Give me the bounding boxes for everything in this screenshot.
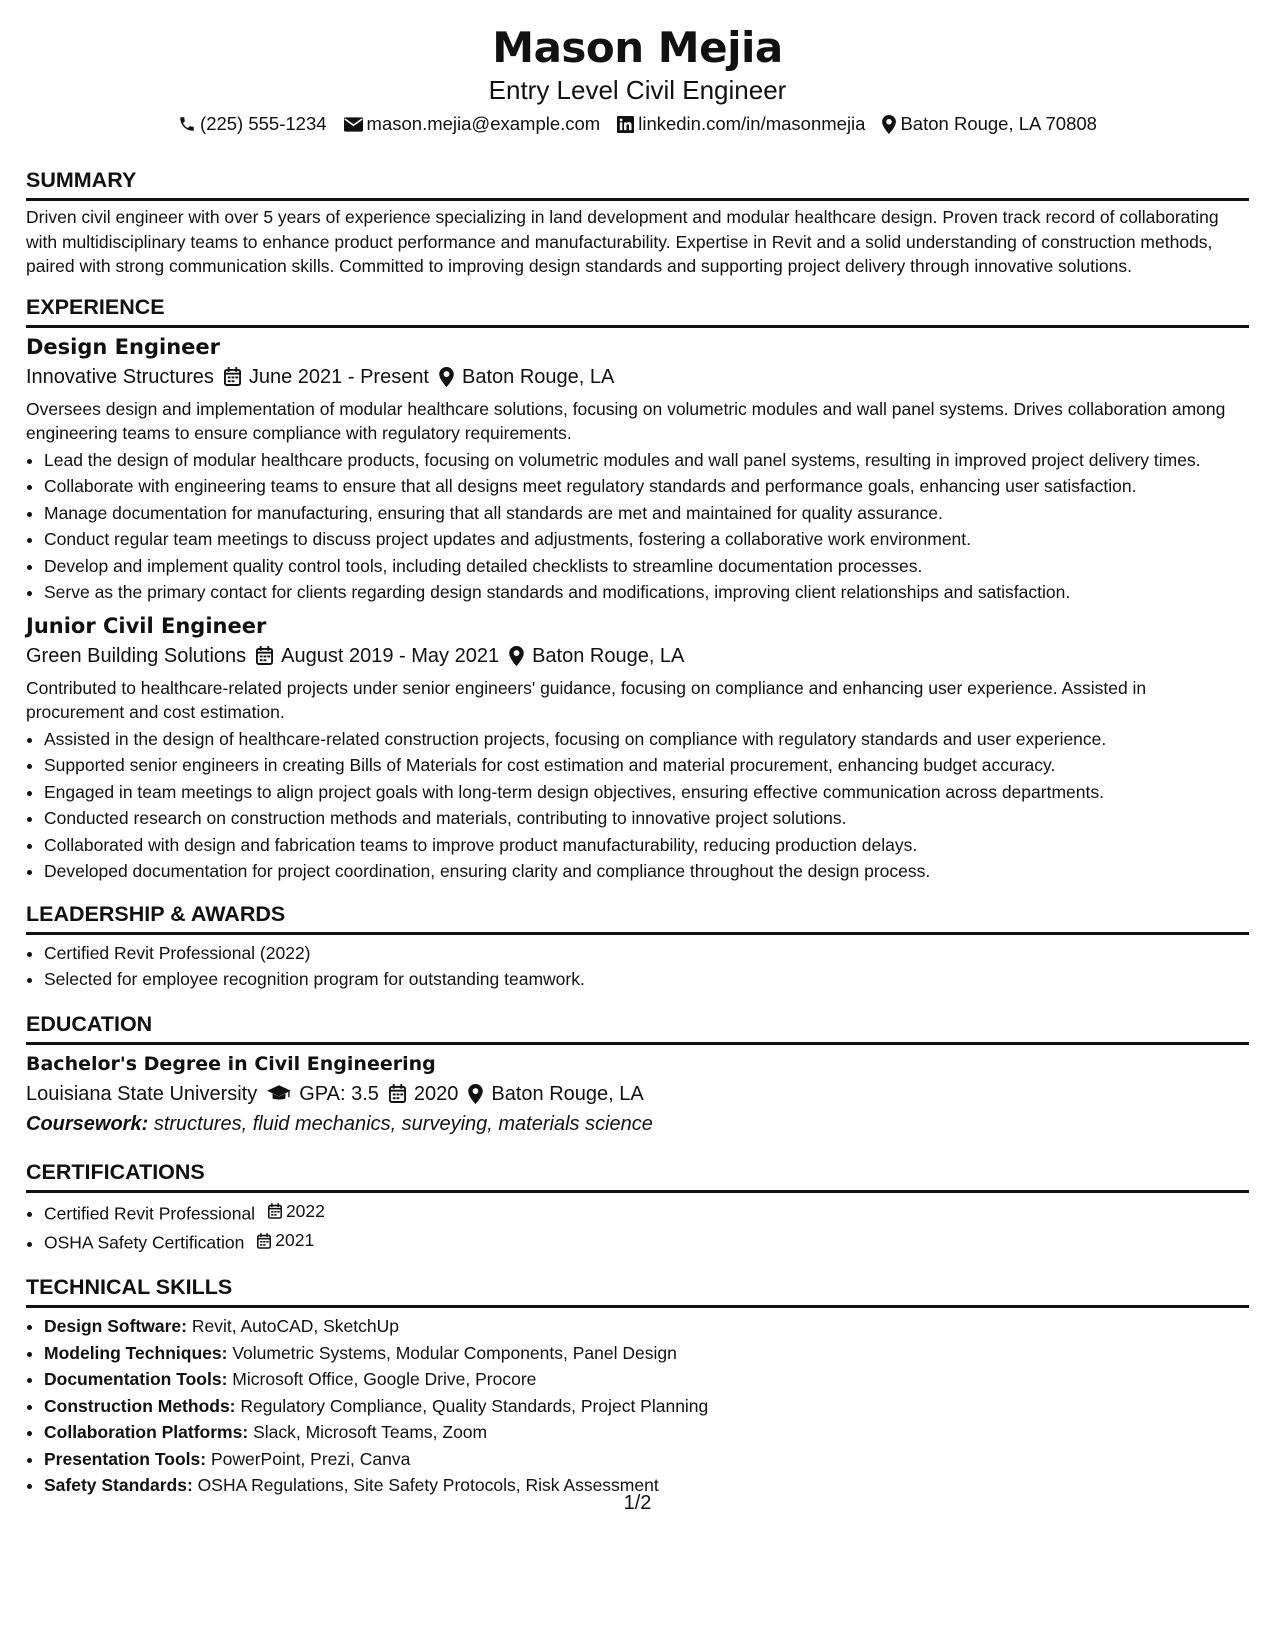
skill-label: Construction Methods:: [44, 1395, 236, 1416]
skill-value: Regulatory Compliance, Quality Standards, Project Planning: [240, 1395, 709, 1416]
phone-icon: [178, 115, 196, 133]
list-item: • Collaborated with design and fabrication teams to improve product manufacturability, reducing production delays.: [44, 833, 1249, 858]
candidate-headline: Entry Level Civil Engineer: [488, 75, 787, 105]
calendar-icon: [257, 1233, 271, 1249]
skill-label: Documentation Tools:: [44, 1369, 228, 1389]
section-title-education: EDUCATION: [26, 1010, 1249, 1045]
skill-value: Volumetric Systems, Modular Components, Panel Design: [232, 1342, 677, 1363]
job-meta: [26, 363, 1249, 391]
list-item: • Develop and implement quality control tools, including detailed checklists to streamline documentation processes.: [44, 554, 1249, 579]
job-title: Design Engineer: [26, 334, 220, 359]
contact-email[interactable]: [344, 112, 601, 136]
location-text: Baton Rouge, LA 70808: [900, 113, 1097, 134]
job-bullets: [26, 727, 1249, 884]
job-summary: Oversees design and implementation of modular healthcare solutions, focusing on volumetric modules and wall panel systems. Drives collaboration among engineering teams to ensure compliance with regulatory requirements.: [26, 398, 1226, 443]
job-dates: August 2019 - May 2021: [281, 644, 500, 667]
contact-location: [882, 112, 1096, 136]
experience-section: [26, 293, 1249, 884]
job-dates: June 2021 - Present: [248, 365, 429, 388]
linkedin-text: linkedin.com/in/masonmejia: [638, 113, 866, 134]
leadership-section: [26, 900, 1249, 992]
map-pin-icon: [882, 115, 896, 134]
calendar-icon: [268, 1203, 282, 1219]
skill-value: Revit, AutoCAD, SketchUp: [191, 1316, 399, 1336]
list-item: • Supported senior engineers in creating Bills of Materials for cost estimation and material procurement, enhancing budget accuracy.: [44, 753, 1249, 778]
list-item: • Conducted research on construction methods and materials, contributing to innovative project solutions.: [44, 806, 1249, 831]
section-title-certifications: CERTIFICATIONS: [26, 1158, 1249, 1193]
list-item: [44, 1199, 1249, 1226]
skill-label: Design Software:: [44, 1316, 187, 1336]
list-item: [44, 1228, 1249, 1255]
phone-text: (225) 555-1234: [200, 113, 327, 134]
education-meta: [26, 1080, 1249, 1108]
list-item: • Engaged in team meetings to align project goals with long-term design objectives, ensuring effective communication across departments.: [44, 780, 1249, 805]
coursework-text: structures, fluid mechanics, surveying, materials science: [153, 1112, 653, 1135]
gpa-text: GPA: 3.5: [299, 1082, 379, 1105]
cert-year: 2021: [275, 1230, 315, 1251]
summary-text: Driven civil engineer with over 5 years of experience specializing in land development and modular healthcare design. Proven track record of collaborating with multidisciplinary teams to enhance product performance and manufacturability. Expertise in Revit and a solid understanding of construction methods, paired with strong communication skills. Committed to improving design standards and supporting project delivery through innovative solutions.: [26, 207, 1219, 276]
job-title: Junior Civil Engineer: [26, 613, 267, 638]
page-number: 1/2: [623, 1492, 652, 1514]
list-item: [44, 1420, 1249, 1445]
job-meta: [26, 642, 1249, 670]
certifications-list: [26, 1199, 1249, 1256]
map-pin-icon: [468, 1084, 483, 1104]
skill-label: Presentation Tools:: [44, 1448, 207, 1469]
calendar-icon: [389, 1084, 406, 1103]
section-title-summary: SUMMARY: [26, 166, 1249, 201]
email-text: mason.mejia@example.com: [366, 113, 601, 134]
skill-value: Slack, Microsoft Teams, Zoom: [253, 1422, 488, 1442]
job-entry: [26, 613, 1249, 884]
leadership-list: [26, 941, 1249, 992]
list-item: [44, 1314, 1249, 1339]
list-item: • Assisted in the design of healthcare-related construction projects, focusing on compliance with regulatory standards and user experience.: [44, 727, 1249, 752]
degree-title: Bachelor's Degree in Civil Engineering: [26, 1052, 436, 1075]
job-location: Baton Rouge, LA: [532, 644, 685, 667]
education-section: [26, 1010, 1249, 1138]
graduation-year: 2020: [413, 1082, 459, 1105]
school-name: Louisiana State University: [26, 1082, 258, 1105]
cert-year: 2022: [285, 1200, 325, 1221]
job-company: Green Building Solutions: [26, 644, 247, 667]
list-item: • Certified Revit Professional (2022): [44, 941, 1249, 966]
section-title-leadership: LEADERSHIP & AWARDS: [26, 900, 1249, 935]
section-title-experience: EXPERIENCE: [26, 293, 1249, 328]
list-item: [44, 1367, 1249, 1392]
job-bullets: [26, 448, 1249, 605]
job-location: Baton Rouge, LA: [462, 365, 615, 388]
school-location: Baton Rouge, LA: [491, 1082, 644, 1105]
skill-value: Microsoft Office, Google Drive, Procore: [232, 1369, 537, 1389]
graduation-cap-icon: [267, 1085, 291, 1102]
list-item: [44, 1447, 1249, 1472]
list-item: • Developed documentation for project coordination, ensuring clarity and compliance throughout the design process.: [44, 859, 1249, 884]
list-item: • Serve as the primary contact for clients regarding design standards and modifications, improving client relationships and satisfaction.: [44, 580, 1249, 605]
list-item: • Collaborate with engineering teams to ensure that all designs meet regulatory standards and performance goals, enhancing user satisfaction.: [44, 474, 1249, 499]
job-summary: Contributed to healthcare-related projects under senior engineers' guidance, focusing on compliance and enhancing user experience. Assisted in procurement and cost estimation.: [26, 677, 1147, 722]
map-pin-icon: [439, 367, 454, 387]
skills-list: [26, 1314, 1249, 1498]
contact-phone[interactable]: [178, 112, 327, 136]
list-item: • Selected for employee recognition program for outstanding teamwork.: [44, 967, 1249, 992]
calendar-icon: [256, 646, 273, 665]
list-item: • Manage documentation for manufacturing, ensuring that all standards are met and maintained for quality assurance.: [44, 501, 1249, 526]
skill-label: Collaboration Platforms:: [44, 1422, 249, 1442]
skill-label: Modeling Techniques:: [44, 1342, 228, 1363]
list-item: • Lead the design of modular healthcare products, focusing on volumetric modules and wall panel systems, resulting in improved project delivery times.: [44, 448, 1249, 473]
skills-section: [26, 1273, 1249, 1498]
summary-section: [26, 166, 1249, 279]
skill-label: Safety Standards:: [44, 1475, 193, 1495]
map-pin-icon: [509, 646, 524, 666]
resume-page: [26, 0, 1249, 1498]
list-item: [44, 1394, 1249, 1419]
section-title-skills: TECHNICAL SKILLS: [26, 1273, 1249, 1308]
contact-linkedin[interactable]: [617, 112, 865, 136]
skill-value: OSHA Regulations, Site Safety Protocols, Risk Assessment: [197, 1475, 659, 1495]
job-entry: [26, 334, 1249, 605]
cert-name: Certified Revit Professional: [44, 1202, 256, 1223]
list-item: • Conduct regular team meetings to discuss project updates and adjustments, fostering a collaborative work environment.: [44, 527, 1249, 552]
cert-name: OSHA Safety Certification: [44, 1232, 245, 1253]
coursework-line: [26, 1110, 1249, 1138]
candidate-name: Mason Mejia: [492, 23, 783, 72]
job-company: Innovative Structures: [26, 365, 214, 388]
list-item: [44, 1341, 1249, 1366]
skill-value: PowerPoint, Prezi, Canva: [210, 1448, 411, 1469]
certifications-section: [26, 1158, 1249, 1256]
calendar-icon: [224, 367, 241, 386]
coursework-label: Coursework:: [26, 1112, 149, 1135]
resume-header: [26, 0, 1249, 136]
contact-bar: [26, 112, 1249, 136]
linkedin-icon: [617, 116, 634, 133]
envelope-icon: [344, 117, 363, 132]
